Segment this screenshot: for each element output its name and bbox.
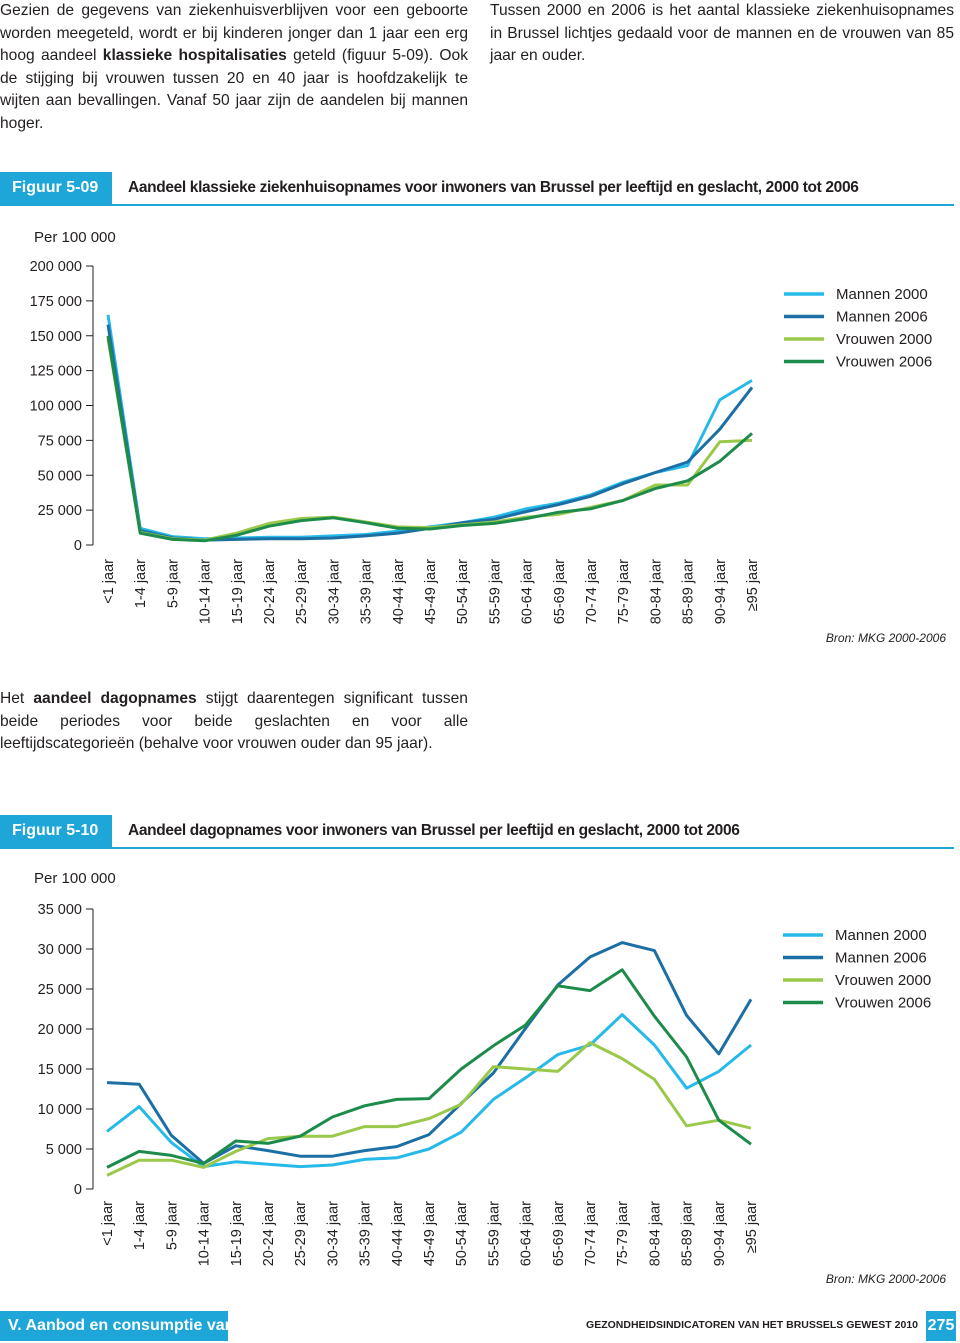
x-tick-label: 55-59 jaar [486,1201,503,1267]
x-tick-label: 70-74 jaar [583,1201,599,1267]
x-tick-label: 25-29 jaar [293,1201,310,1267]
x-tick-label: 30-34 jaar [325,1201,342,1267]
middle-paragraph [0,688,468,756]
x-tick-label: 1-4 jaar [132,1201,149,1251]
x-tick-label: 80-84 jaar [647,1201,664,1267]
x-tick-label: 85-89 jaar [679,1201,696,1267]
y-tick-label: 5 000 [45,1142,82,1158]
figure-header-2 [0,815,954,849]
intro-text-bold: klassieke hospitalisaties [102,47,287,65]
intro-text-part: geteld (figuur 5-09). Ook de stijging bij vrouwen tussen 20 en 40 jaar is hoofdzakelijk te wijten aan bevallingen. Vanaf 50 jaar zijn de aandelen bij mannen hoger. [0,47,469,132]
y-tick-label: 20 000 [37,1022,82,1038]
x-tick-label: 40-44 jaar [390,559,407,625]
page-number: 275 [926,1311,956,1341]
intro-text-right: Tussen 2000 en 2006 is het aantal klassieke ziekenhuisopnames in Brussel lichtjes gedaald voor de mannen en de vrouwen van 85 jaar en ouder. [490,2,954,65]
x-tick-label: 45-49 jaar [423,559,439,625]
legend-label: Mannen 2000 [835,927,927,944]
x-tick-label: 20-24 jaar [262,559,278,625]
chart-source-1: Bron: MKG 2000-2006 [825,631,946,645]
legend-label: Vrouwen 2006 [836,353,933,371]
x-tick-label: 75-79 jaar [616,559,633,625]
intro-paragraph-left [0,0,468,136]
x-tick-label: 60-64 jaar [518,1201,535,1267]
y-tick-label: 25 000 [37,982,82,998]
series-line-mannen-2006 [108,325,752,540]
figure-label-2: Figuur 5-10 [0,815,112,847]
legend-label: Vrouwen 2006 [835,994,932,1012]
series-line-vrouwen-2006 [107,970,751,1168]
y-axis-label: Per 100 000 [34,870,116,887]
x-tick-label: 65-69 jaar [550,1201,567,1267]
x-tick-label: ≥95 jaar [745,559,761,612]
chart-dagopnames [0,865,960,1285]
x-tick-label: 1-4 jaar [133,559,150,609]
x-tick-label: 35-39 jaar [358,559,375,625]
series-line-vrouwen-2006 [108,336,752,541]
page-footer [0,1311,960,1343]
figure-header-1 [0,172,954,206]
chart-source-2: Bron: MKG 2000-2006 [825,1272,946,1286]
y-tick-label: 50 000 [37,468,82,485]
y-tick-label: 0 [73,1182,82,1198]
y-tick-label: 100 000 [29,398,82,415]
figure-title-1: Aandeel klassieke ziekenhuisopnames voor inwoners van Brussel per leeftijd en geslacht, 2000 tot 2006 [128,179,859,196]
x-tick-label: 25-29 jaar [294,559,311,625]
x-tick-label: 70-74 jaar [584,559,600,625]
x-tick-label: 75-79 jaar [615,1201,632,1267]
x-tick-label: 50-54 jaar [454,1201,471,1267]
y-tick-label: 10 000 [37,1102,82,1118]
y-tick-label: 0 [73,538,82,554]
y-tick-label: 35 000 [37,902,82,918]
y-axis-label: Per 100 000 [34,229,116,246]
legend-label: Vrouwen 2000 [836,331,933,348]
x-tick-label: 10-14 jaar [197,559,214,625]
legend-label: Vrouwen 2000 [835,972,932,989]
x-tick-label: 60-64 jaar [519,559,536,625]
x-tick-label: 10-14 jaar [196,1201,213,1267]
x-tick-label: 15-19 jaar [228,1201,245,1267]
legend-label: Mannen 2000 [836,286,928,303]
series-line-mannen-2000 [107,1015,751,1167]
figure-label-1: Figuur 5-09 [0,172,112,204]
x-tick-label: 50-54 jaar [455,559,472,625]
x-tick-label: 20-24 jaar [261,1201,277,1267]
x-tick-label: 85-89 jaar [680,559,697,625]
x-tick-label: 80-84 jaar [648,559,665,625]
y-tick-label: 25 000 [37,503,82,520]
x-tick-label: <1 jaar [101,559,117,604]
x-tick-label: 5-9 jaar [165,559,182,609]
chart-klassieke-opnames [0,220,960,650]
series-line-mannen-2006 [107,943,751,1164]
x-tick-label: 90-94 jaar [712,559,729,625]
intro-text-part: Gezien de gegevens van ziekenhuisverblijven voor een geboorte worden meegeteld, wordt er bij kinderen jonger dan 1 jaar een erg hoog aandeel [0,2,468,65]
x-tick-label: 5-9 jaar [164,1201,181,1251]
legend-label: Mannen 2006 [835,949,927,967]
x-tick-label: 90-94 jaar [711,1201,728,1267]
y-tick-label: 150 000 [29,328,82,345]
x-tick-label: 65-69 jaar [551,559,568,625]
y-tick-label: 30 000 [37,942,82,958]
intro-paragraph-right [490,0,954,68]
x-tick-label: ≥95 jaar [744,1201,760,1254]
y-tick-label: 175 000 [29,293,82,310]
x-tick-label: <1 jaar [100,1201,116,1246]
y-tick-label: 125 000 [29,363,82,380]
series-line-vrouwen-2000 [107,1043,751,1176]
figure-title-2: Aandeel dagopnames voor inwoners van Brussel per leeftijd en geslacht, 2000 tot 2006 [128,822,740,839]
x-tick-label: 40-44 jaar [389,1201,406,1267]
y-tick-label: 15 000 [37,1062,82,1078]
legend-label: Mannen 2006 [836,308,928,326]
footer-publication: GEZONDHEIDSINDICATOREN VAN HET BRUSSELS GEWEST 2010 [586,1319,918,1331]
middle-text-bold: aandeel dagopnames [33,690,197,707]
y-tick-label: 200 000 [29,259,82,275]
x-tick-label: 15-19 jaar [229,559,246,625]
middle-text-part: stijgt daarentegen significant tussen beide periodes voor beide geslachten en voor alle leeftijdscategorieën (behalve voor vrouwen ouder dan 95 jaar). [0,690,468,753]
x-tick-label: 30-34 jaar [326,559,343,625]
x-tick-label: 45-49 jaar [422,1201,438,1267]
footer-section-title: V. Aanbod en consumptie van zorg [0,1311,228,1341]
middle-text-part: Het [0,690,34,707]
series-line-vrouwen-2000 [108,339,752,541]
x-tick-label: 55-59 jaar [487,559,504,625]
x-tick-label: 35-39 jaar [357,1201,374,1267]
series-line-mannen-2000 [108,315,752,539]
y-tick-label: 75 000 [37,433,82,450]
